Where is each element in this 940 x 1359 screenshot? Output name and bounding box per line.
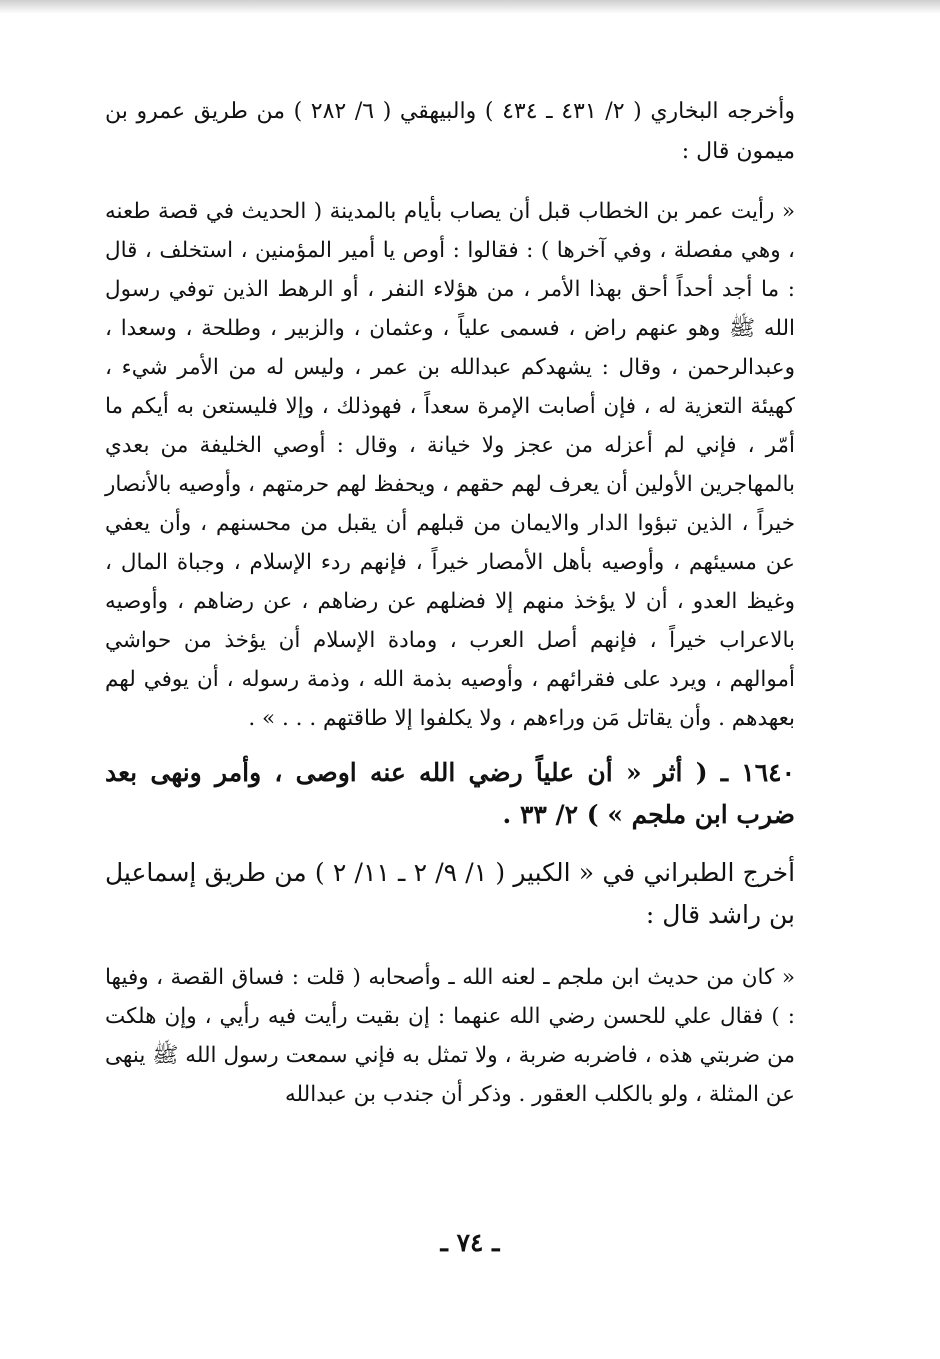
quote-paragraph-umar: « رأيت عمر بن الخطاب قبل أن يصاب بأيام بالمدينة ( الحديث في قصة طعنه ، وهي مفصلة ، وفي آخرها ) : فقالوا : أوص يا أمير المؤمنين ، استخلف ، قال : ما أجد أحداً أحق بهذا الأمر ، من هؤلاء النفر ، أو الرهط الذين توفي رسول الله ﷺ وهو عنهم راض ، فسمى علياً ، وعثمان ، والزبير ، وطلحة ، وسعدا ، وعبدالرحمن ، وقال : يشهدكم عبدالله بن عمر ، وليس له من الأمر شيء ، كهيئة التعزية له ، فإن أصابت الإمرة سعداً ، فهوذلك ، وإلا فليستعن به أيكم ما أمّر ، فإني لم أعزله من عجز ولا خيانة ، وقال : أوصي الخليفة من بعدي بالمهاجرين الأولين أن يعرف لهم حقهم ، ويحفظ لهم حرمتهم ، وأوصيه بالأنصار خيراً ، الذين تبؤوا الدار والايمان من قبلهم أن يقبل من محسنهم ، وأن يعفي عن مسيئهم ، وأوصيه بأهل الأمصار خيراً ، فإنهم ردء الإسلام ، وجباة المال ، وغيظ العدو ، أن لا يؤخذ منهم إلا فضلهم عن رضاهم ، عن رضاهم ، وأوصيه بالاعراب خيراً ، فإنهم أصل العرب ، ومادة الإسلام أن يؤخذ من حواشي أموالهم ، ويرد على فقرائهم ، وأوصيه بذمة الله ، وذمة رسوله ، أن يوفي لهم بعهدهم . وأن يقاتل مَن وراءهم ، ولا يكلفوا إلا طاقتهم . . . » . (105, 199, 795, 731)
quote-paragraph-ibn-muljam: « كان من حديث ابن ملجم ـ لعنه الله ـ وأصحابه ( قلت : فساق القصة ، وفيها : ) فقال علي للحسن رضي الله عنهما : إن بقيت رأيت فيه رأيي ، وإن هلكت من ضربتي هذه ، فاضربه ضربة ، ولا تمثل به فإني سمعت رسول الله ﷺ ينهى عن المثلة ، ولو بالكلب العقور . وذكر أن جندب بن عبدالله (105, 965, 795, 1107)
intro-paragraph: وأخرجه البخاري ( ٢/ ٤٣١ ـ ٤٣٤ ) والبيهقي ( ٦/ ٢٨٢ ) من طريق عمرو بن ميمون قال : (105, 99, 796, 164)
page-body (105, 92, 795, 1114)
page-top-shadow (0, 0, 940, 14)
page-number: ـ ٧٤ ـ (440, 1228, 500, 1257)
section-heading-1640: ١٦٤٠ ـ ( أثر « أن علياً رضي الله عنه اوصى ، وأمر ونهى بعد ضرب ابن ملجم » ) ٢/ ٣٣ . (105, 758, 795, 829)
source-paragraph-tabarani: أخرج الطبراني في « الكبير ( ١/ ٩/ ٢ ـ ١١/ ٢ ) من طريق إسماعيل بن راشد قال : (105, 858, 796, 929)
